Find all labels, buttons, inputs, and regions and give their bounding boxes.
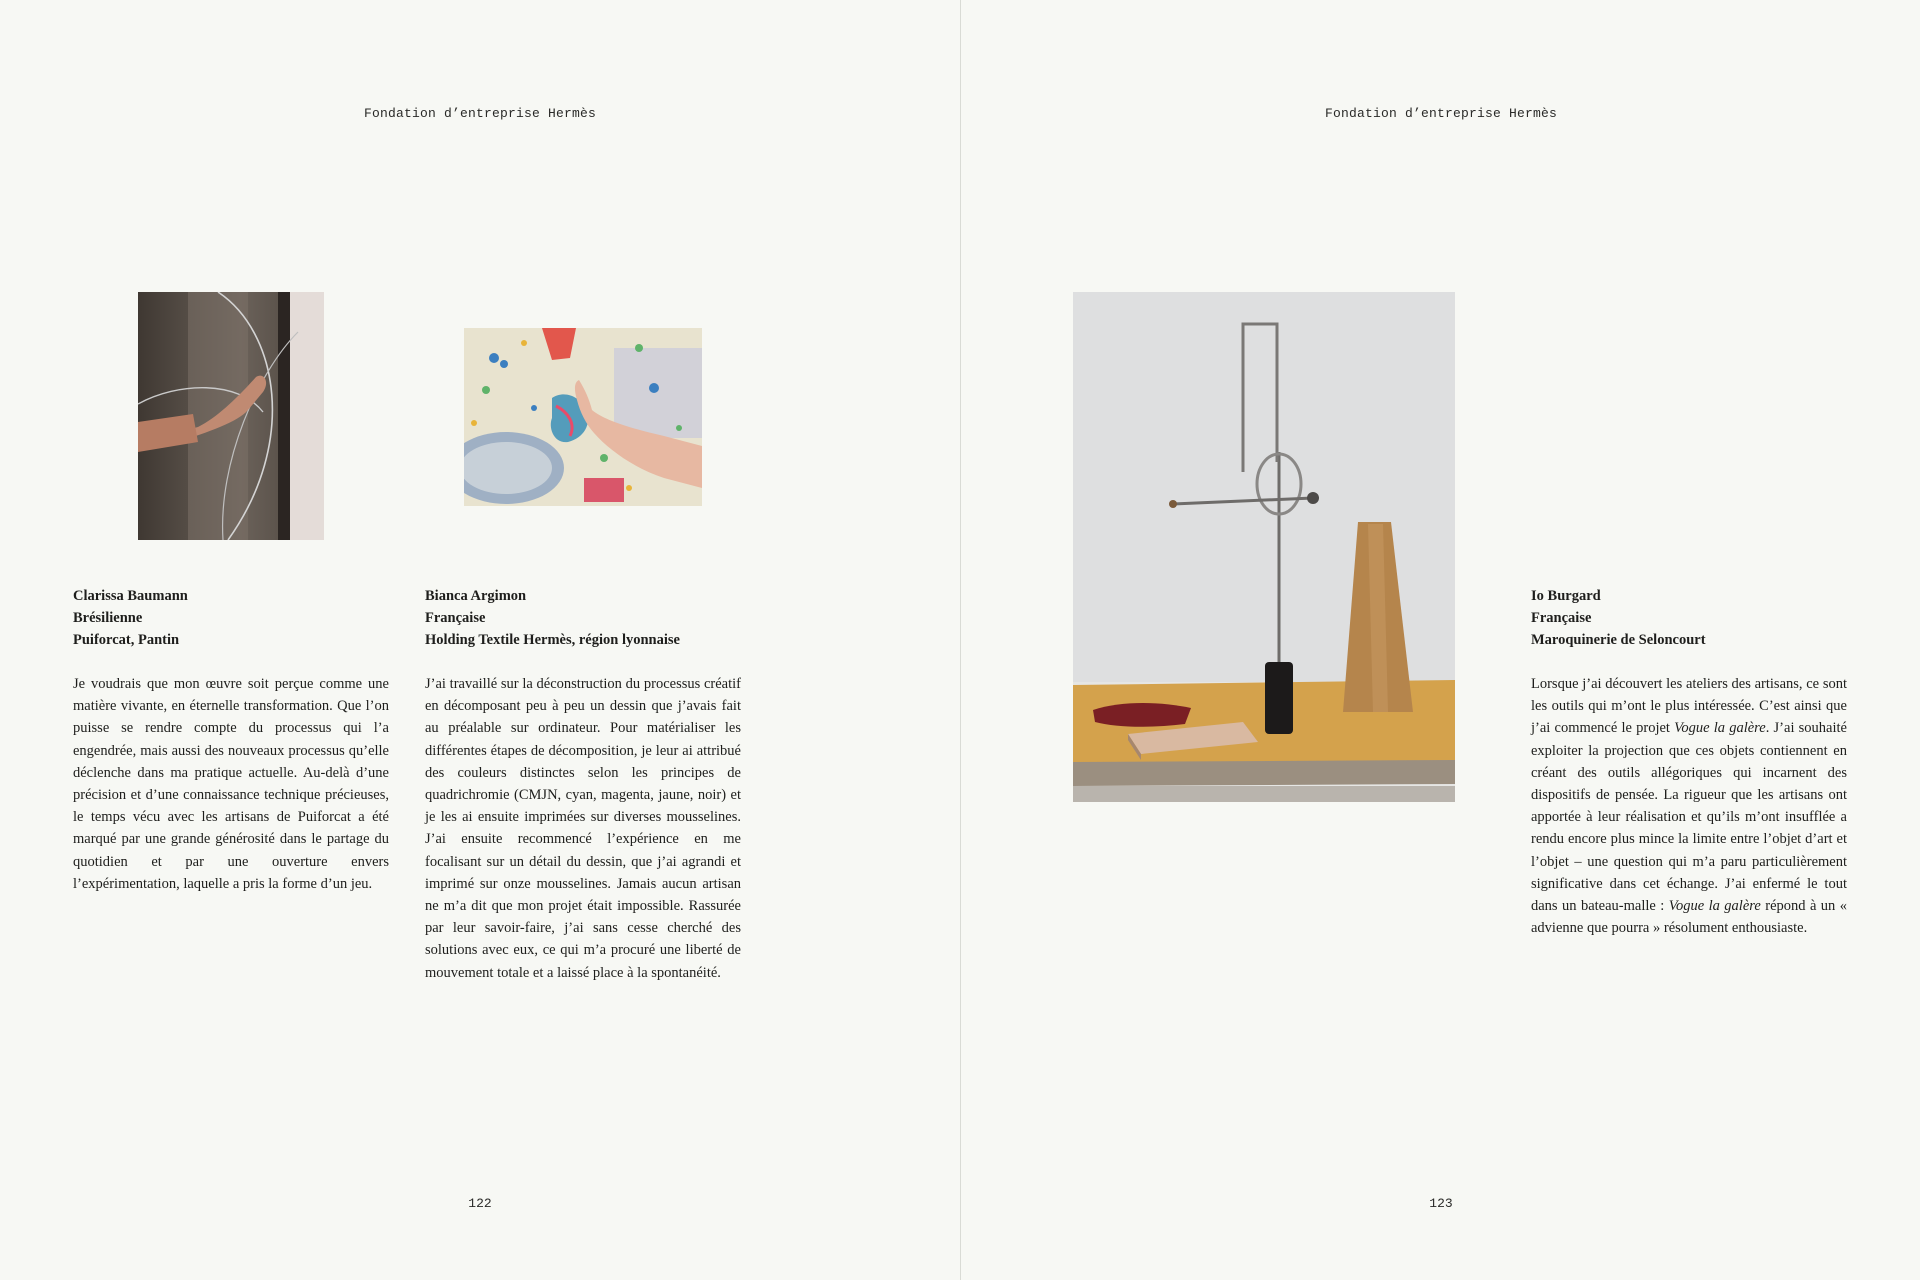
- statement-text: répond à un « advienne que pourra » résolument enthousiaste.: [1531, 898, 1847, 937]
- artist-nationality: Française: [1531, 610, 1592, 626]
- artist-workshop: Puiforcat, Pantin: [73, 632, 180, 648]
- artist-column-burgard: [1531, 585, 1847, 939]
- photo-drawing-finger: [464, 328, 702, 506]
- artist-column-argimon: [425, 585, 741, 984]
- artist-nationality: Française: [425, 610, 486, 626]
- artist-name: Io Burgard: [1531, 588, 1601, 604]
- statement-text: Lorsque j’ai découvert les ateliers des artisans, ce sont les outils qui m’ont le plus intéressée. C’est ainsi que j’ai commencé le projet: [1531, 676, 1847, 737]
- page-number: 123: [1429, 1196, 1453, 1211]
- artist-workshop: Holding Textile Hermès, région lyonnaise: [425, 632, 680, 648]
- statement-text: . J’ai souhaité exploiter la projection que ces objets contiennent en créant des outils allégoriques qui incarnent des dispositifs de pensée. La rigueur que les artisans ont apportée à leur réalisation et qu’ils m’ont insufflée a rendu encore plus mince la limite entre l’objet d’art et l’objet – une question qui m’a paru particulièrement significative dans cet échange. J’ai enfermé le tout dans un bateau-malle :: [1531, 720, 1847, 915]
- running-head: Fondation d’entreprise Hermès: [363, 106, 597, 121]
- photo-sculpture-table: [1073, 292, 1455, 802]
- artist-statement: Je voudrais que mon œuvre soit perçue comme une matière vivante, en éternelle transformation. Que l’on puisse se rendre compte du processus qui l’a engendrée, mais aussi des nouveaux processus qu’elle déclenche dans ma pratique actuelle. Au-delà d’une précision et d’une connaissance technique précieuses, le temps vécu avec les artisans de Puiforcat a été marqué par une grande générosité dans le partage du quotidien et par une ouverture envers l’expérimentation, laquelle a pris la forme d’un jeu.: [73, 676, 389, 892]
- artist-statement: [1531, 673, 1847, 939]
- work-title: Vogue la galère: [1674, 720, 1766, 737]
- artist-column-baumann: [73, 585, 389, 895]
- page-number: 122: [468, 1196, 492, 1211]
- running-head: Fondation d’entreprise Hermès: [1324, 106, 1558, 121]
- work-title: Vogue la galère: [1668, 898, 1761, 915]
- artist-nationality: Brésilienne: [73, 610, 143, 626]
- artist-name: Bianca Argimon: [425, 588, 527, 604]
- artist-workshop: Maroquinerie de Seloncourt: [1531, 632, 1706, 648]
- artist-name: Clarissa Baumann: [73, 588, 188, 604]
- right-page: [961, 0, 1920, 1280]
- artist-statement: J’ai travaillé sur la déconstruction du processus créatif en décomposant peu à peu un dessin que j’avais fait au préalable sur ordinateur. Pour matérialiser les différentes étapes de décomposition, je leur ai attribué des couleurs distinctes selon les principes de quadrichromie (CMJN, cyan, magenta, jaune, noir) et je les ai ensuite imprimées sur diverses mousselines. J’ai ensuite recommencé l’expérience en me focalisant sur un détail du dessin, que j’ai agrandi et imprimé sur onze mousselines. Jamais aucun artisan ne m’a dit que mon projet était impossible. Rassurée par leur savoir-faire, j’ai sans cesse cherché des solutions avec eux, ce qui m’a procuré une liberté de mouvement totale et a laissé place à la spontanéité.: [425, 676, 741, 981]
- photo-wire-hand: [138, 292, 324, 540]
